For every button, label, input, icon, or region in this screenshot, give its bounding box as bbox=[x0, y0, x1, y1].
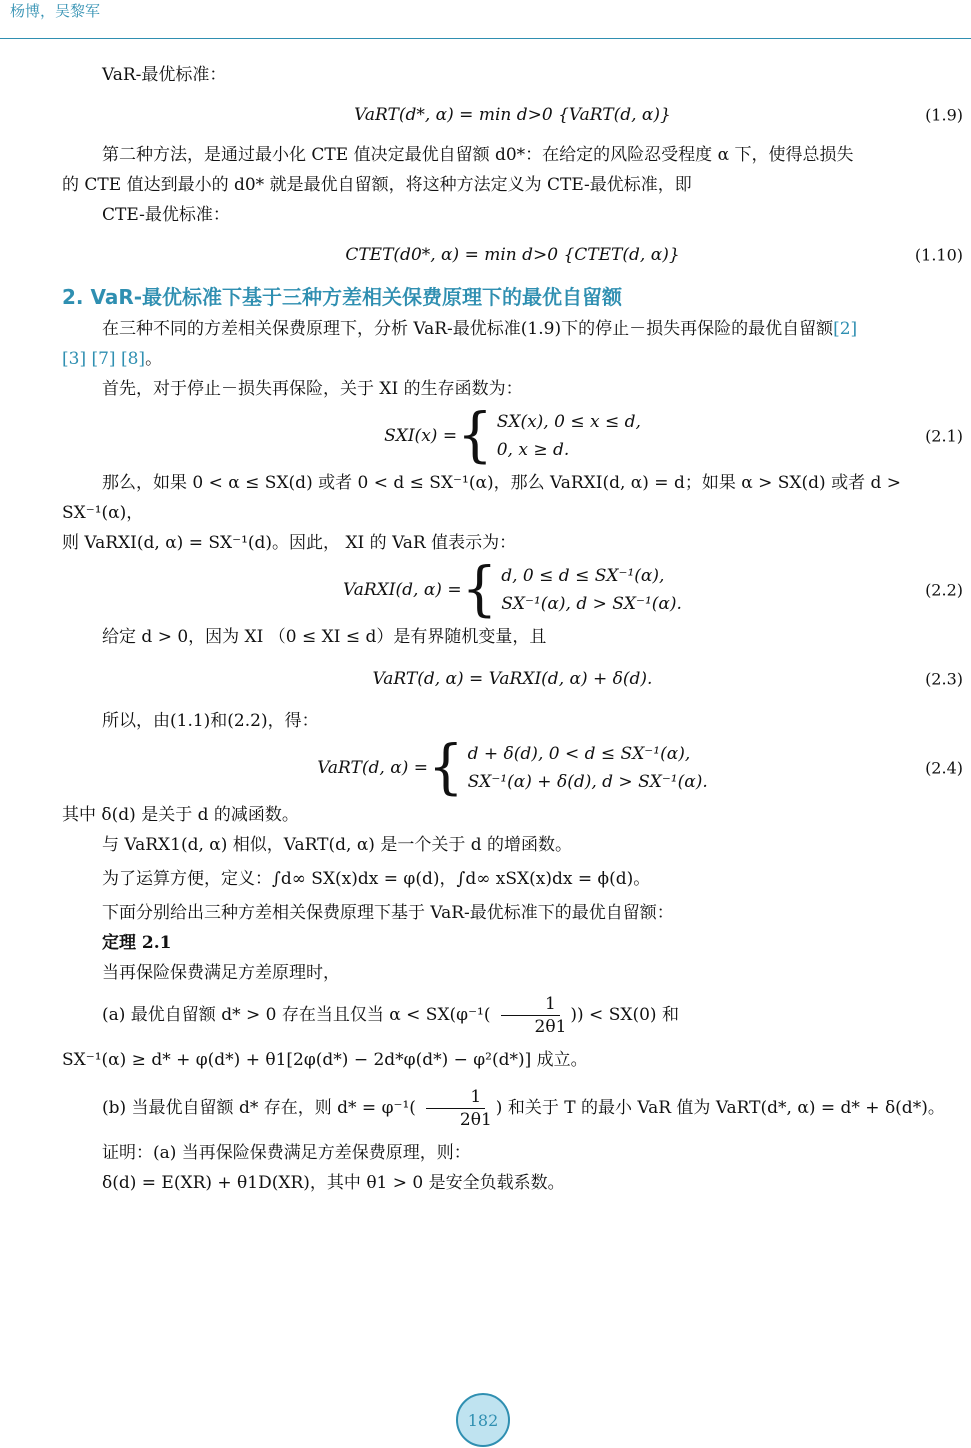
numerator: 1 bbox=[426, 1086, 485, 1109]
brace: { bbox=[461, 555, 498, 624]
case-2: SX⁻¹(α) + δ(d), d > SX⁻¹(α). bbox=[467, 772, 708, 792]
paragraph-therefore: 所以，由(1.1)和(2.2)，得： bbox=[102, 711, 319, 731]
part-b-text-end: ) 和关于 T 的最小 VaR 值为 VaRT(d*, α) = d* + δ(d*)。 bbox=[495, 1098, 945, 1118]
equation-body bbox=[317, 733, 708, 802]
paragraph-definitions: 为了运算方便，定义：∫d∞ SX(x)dx = φ(d)，∫d∞ xSX(x)dx = ϕ(d)。 bbox=[102, 869, 651, 889]
theorem-part-a bbox=[62, 988, 963, 1042]
equation-2-4 bbox=[62, 733, 963, 802]
case-1: SX(x), 0 ≤ x ≤ d, bbox=[496, 412, 641, 432]
paragraph-survival: 首先，对于停止－损失再保险，关于 XI 的生存函数为： bbox=[102, 379, 523, 399]
brace: { bbox=[457, 401, 493, 470]
page-content bbox=[62, 60, 963, 1198]
proof-start: 证明：(a) 当再保险保费满足方差保费原理，则： bbox=[102, 1143, 471, 1163]
equation-number: (2.3) bbox=[925, 669, 963, 689]
equation-body bbox=[343, 555, 682, 624]
equation-1-9 bbox=[62, 90, 963, 140]
fraction bbox=[420, 1086, 492, 1131]
case-1: d, 0 ≤ d ≤ SX⁻¹(α), bbox=[501, 566, 665, 586]
paragraph-theorems-intro: 下面分别给出三种方差相关保费原理下基于 VaR-最优标准下的最优自留额： bbox=[102, 903, 674, 923]
equation-number: (2.4) bbox=[925, 758, 963, 778]
part-a-text: (a) 最优自留额 d* > 0 存在当且仅当 α < SX(φ⁻¹( bbox=[102, 1005, 491, 1025]
paragraph-decreasing: 其中 δ(d) 是关于 d 的减函数。 bbox=[62, 805, 299, 825]
equation-number: (1.10) bbox=[914, 245, 963, 265]
paragraph-cte-method-2: 的 CTE 值达到最小的 d0* 就是最优自留额，将这种方法定义为 CTE-最优标准，即 bbox=[62, 175, 692, 195]
equation-body: CTET(d0*, α) = min d>0 {CTET(d, α)} bbox=[345, 245, 680, 265]
header-rule bbox=[0, 38, 971, 39]
equation-2-1 bbox=[62, 401, 963, 470]
intro-text: 在三种不同的方差相关保费原理下，分析 VaR-最优标准(1.9)下的停止－损失再保险的最优自留额 bbox=[102, 319, 834, 339]
page-number-badge: 182 bbox=[456, 1393, 510, 1447]
equation-number: (2.2) bbox=[925, 580, 963, 600]
paragraph-theorem-cond: 当再保险保费满足方差原理时， bbox=[102, 963, 340, 983]
paragraph-conditions-cont: 则 VaRXI(d, α) = SX⁻¹(d)。因此， XI 的 VaR 值表示为： bbox=[62, 533, 517, 553]
equation-lhs: VaRT(d, α) = bbox=[317, 758, 428, 778]
equation-body: VaRT(d, α) = VaRXI(d, α) + δ(d). bbox=[372, 669, 653, 689]
part-a-text-end: )) < SX(0) 和 bbox=[570, 1005, 679, 1025]
paragraph-bounded: 给定 d > 0，因为 XI （0 ≤ XI ≤ d）是有界随机变量，且 bbox=[102, 627, 547, 647]
theorem-title: 定理 2.1 bbox=[102, 933, 172, 953]
cte-criterion-label: CTE-最优标准： bbox=[102, 205, 230, 225]
theorem-part-a-cond: SX⁻¹(α) ≥ d* + φ(d*) + θ1[2φ(d*) − 2d*φ(d*) − φ²(d*)] 成立。 bbox=[62, 1050, 588, 1070]
equation-1-10 bbox=[62, 230, 963, 280]
paragraph-intro bbox=[62, 314, 963, 344]
equation-body bbox=[384, 401, 641, 470]
part-b-text: (b) 当最优自留额 d* 存在，则 d* = φ⁻¹( bbox=[102, 1098, 416, 1118]
case-1: d + δ(d), 0 < d ≤ SX⁻¹(α), bbox=[467, 744, 691, 764]
proof-delta: δ(d) = E(XR) + θ1D(XR)，其中 θ1 > 0 是安全负载系数。 bbox=[102, 1173, 565, 1193]
paragraph-conditions: 那么，如果 0 < α ≤ SX(d) 或者 0 < d ≤ SX⁻¹(α)，那么 VaRXI(d, α) = d；如果 α > SX(d) 或者 d > SX⁻¹(α)， bbox=[62, 473, 901, 523]
intro-end: 。 bbox=[145, 349, 163, 369]
theorem-part-b bbox=[62, 1078, 963, 1138]
citation-link-2[interactable]: [2] bbox=[833, 319, 858, 339]
running-head-authors: 杨博，吴黎军 bbox=[10, 2, 101, 20]
case-2: SX⁻¹(α), d > SX⁻¹(α). bbox=[501, 594, 682, 614]
brace: { bbox=[427, 733, 464, 802]
cases bbox=[468, 740, 708, 796]
equation-2-2 bbox=[62, 555, 963, 624]
equation-lhs: VaRXI(d, α) = bbox=[343, 580, 462, 600]
citation-links[interactable]: [3] [7] [8] bbox=[62, 349, 146, 369]
fraction bbox=[495, 993, 567, 1038]
numerator: 1 bbox=[501, 993, 560, 1016]
denominator: 2θ1 bbox=[459, 1110, 492, 1130]
equation-number: (1.9) bbox=[925, 105, 963, 125]
denominator: 2θ1 bbox=[534, 1017, 567, 1037]
cases bbox=[497, 408, 641, 464]
var-criterion-label: VaR-最优标准： bbox=[102, 65, 227, 85]
equation-number: (2.1) bbox=[925, 426, 963, 446]
equation-body: VaRT(d*, α) = min d>0 {VaRT(d, α)} bbox=[354, 105, 671, 125]
paragraph-increasing: 与 VaRX1(d, α) 相似，VaRT(d, α) 是一个关于 d 的增函数。 bbox=[102, 835, 573, 855]
equation-2-3 bbox=[62, 652, 963, 706]
equation-lhs: SXI(x) = bbox=[384, 426, 458, 446]
section-heading-2: 2. VaR-最优标准下基于三种方差相关保费原理下的最优自留额 bbox=[62, 285, 623, 309]
case-2: 0, x ≥ d. bbox=[496, 440, 570, 460]
cases bbox=[501, 562, 682, 618]
paragraph-cte-method-1: 第二种方法，是通过最小化 CTE 值决定最优自留额 d0*：在给定的风险忍受程度 α 下，使得总损失 bbox=[102, 145, 854, 165]
paragraph-intro-cont bbox=[62, 344, 963, 374]
